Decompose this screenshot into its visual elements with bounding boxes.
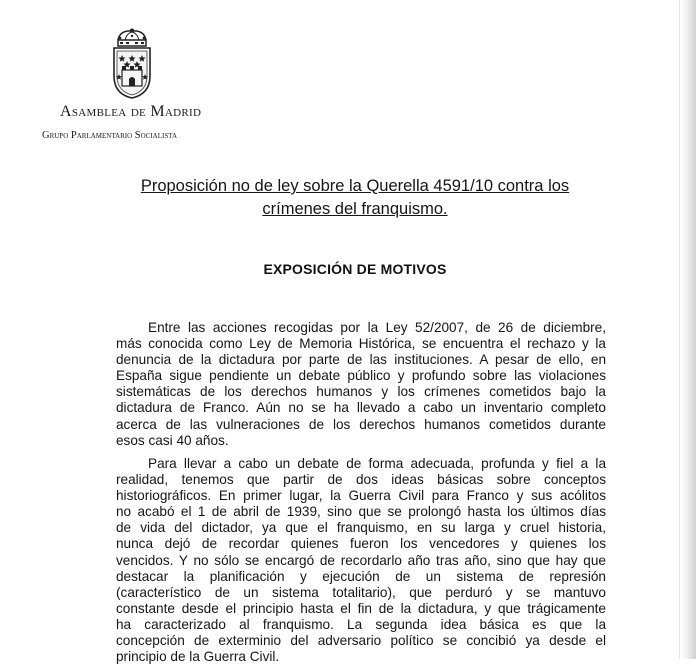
paragraph-line: más conocida como Ley de Memoria Histórica, se encuentra el rechazo y la [116,336,606,352]
paragraph-line: sistemáticas de los derechos humanos y los crímenes cometidos bajo la [116,384,606,400]
paragraph-line: acerca de las vulneraciones de los derechos humanos cometidos durante [116,416,606,432]
paragraph-line: historiográficos. En primer lugar, la Guerra Civil para Franco y sus acólitos [116,488,606,504]
paragraph-line: Para llevar a cabo un debate de forma adecuada, profunda y fiel a la [148,456,606,471]
coat-of-arms-icon [108,28,156,100]
paragraph-line: ha caracterizado al franquismo. La segunda idea básica es que la [116,616,606,632]
paragraph-2 [116,456,606,665]
paragraph-line: destacar la planificación y ejecución de un sistema de represión [116,568,606,584]
document-title-line: crímenes del franquismo. [262,200,448,218]
paragraph-1 [116,320,606,449]
paragraph-line: Entre las acciones recogidas por la Ley 52/2007, de 26 de diciembre, [148,320,606,335]
paragraph-line: nunca dejó de recordar quienes fueron los vencedores y quienes los [116,536,606,552]
paragraph-line: esos casi 40 años. [116,432,229,448]
paragraph-line: no acabó el 1 de abril de 1939, sino que se prolongó hasta los últimos días [116,504,606,520]
paragraph-line: realidad, tenemos que partir de dos ideas básicas sobre conceptos [116,472,606,488]
paragraph-line: vencidos. Y no sólo se encargó de recordarlo año tras año, sino que hay que [116,552,606,568]
document-title-line: Proposición no de ley sobre la Querella 4591/10 contra los [140,177,570,195]
paragraph-line: España sigue pendiente un debate público y profundo sobre las violaciones [116,368,606,384]
organization-subtitle: Grupo Parlamentario Socialista [42,130,178,141]
page-edge-shadow [679,0,696,659]
paragraph-line: dictadura de Franco. Aún no se ha llevado a cabo un inventario completo [116,400,606,416]
paragraph-line: (característico de un sistema totalitario), que perduró y se mantuvo [116,584,606,600]
paragraph-line: concepción de exterminio del adversario político se concibió ya desde el [116,633,606,649]
organization-name: Asamblea de Madrid [60,103,202,120]
paragraph-line: principio de la Guerra Civil. [116,649,280,665]
section-heading: EXPOSICIÓN DE MOTIVOS [263,261,447,277]
paragraph-line: denuncia de la dictadura por parte de las instituciones. A pesar de ello, en [116,352,606,368]
paragraph-line: de vida del dictador, ya que el franquismo, en su larga y cruel historia, [116,520,606,536]
document-title [90,175,620,221]
paragraph-line: constante desde el principio hasta el fin de la dictadura, y que trágicamente [116,600,606,616]
